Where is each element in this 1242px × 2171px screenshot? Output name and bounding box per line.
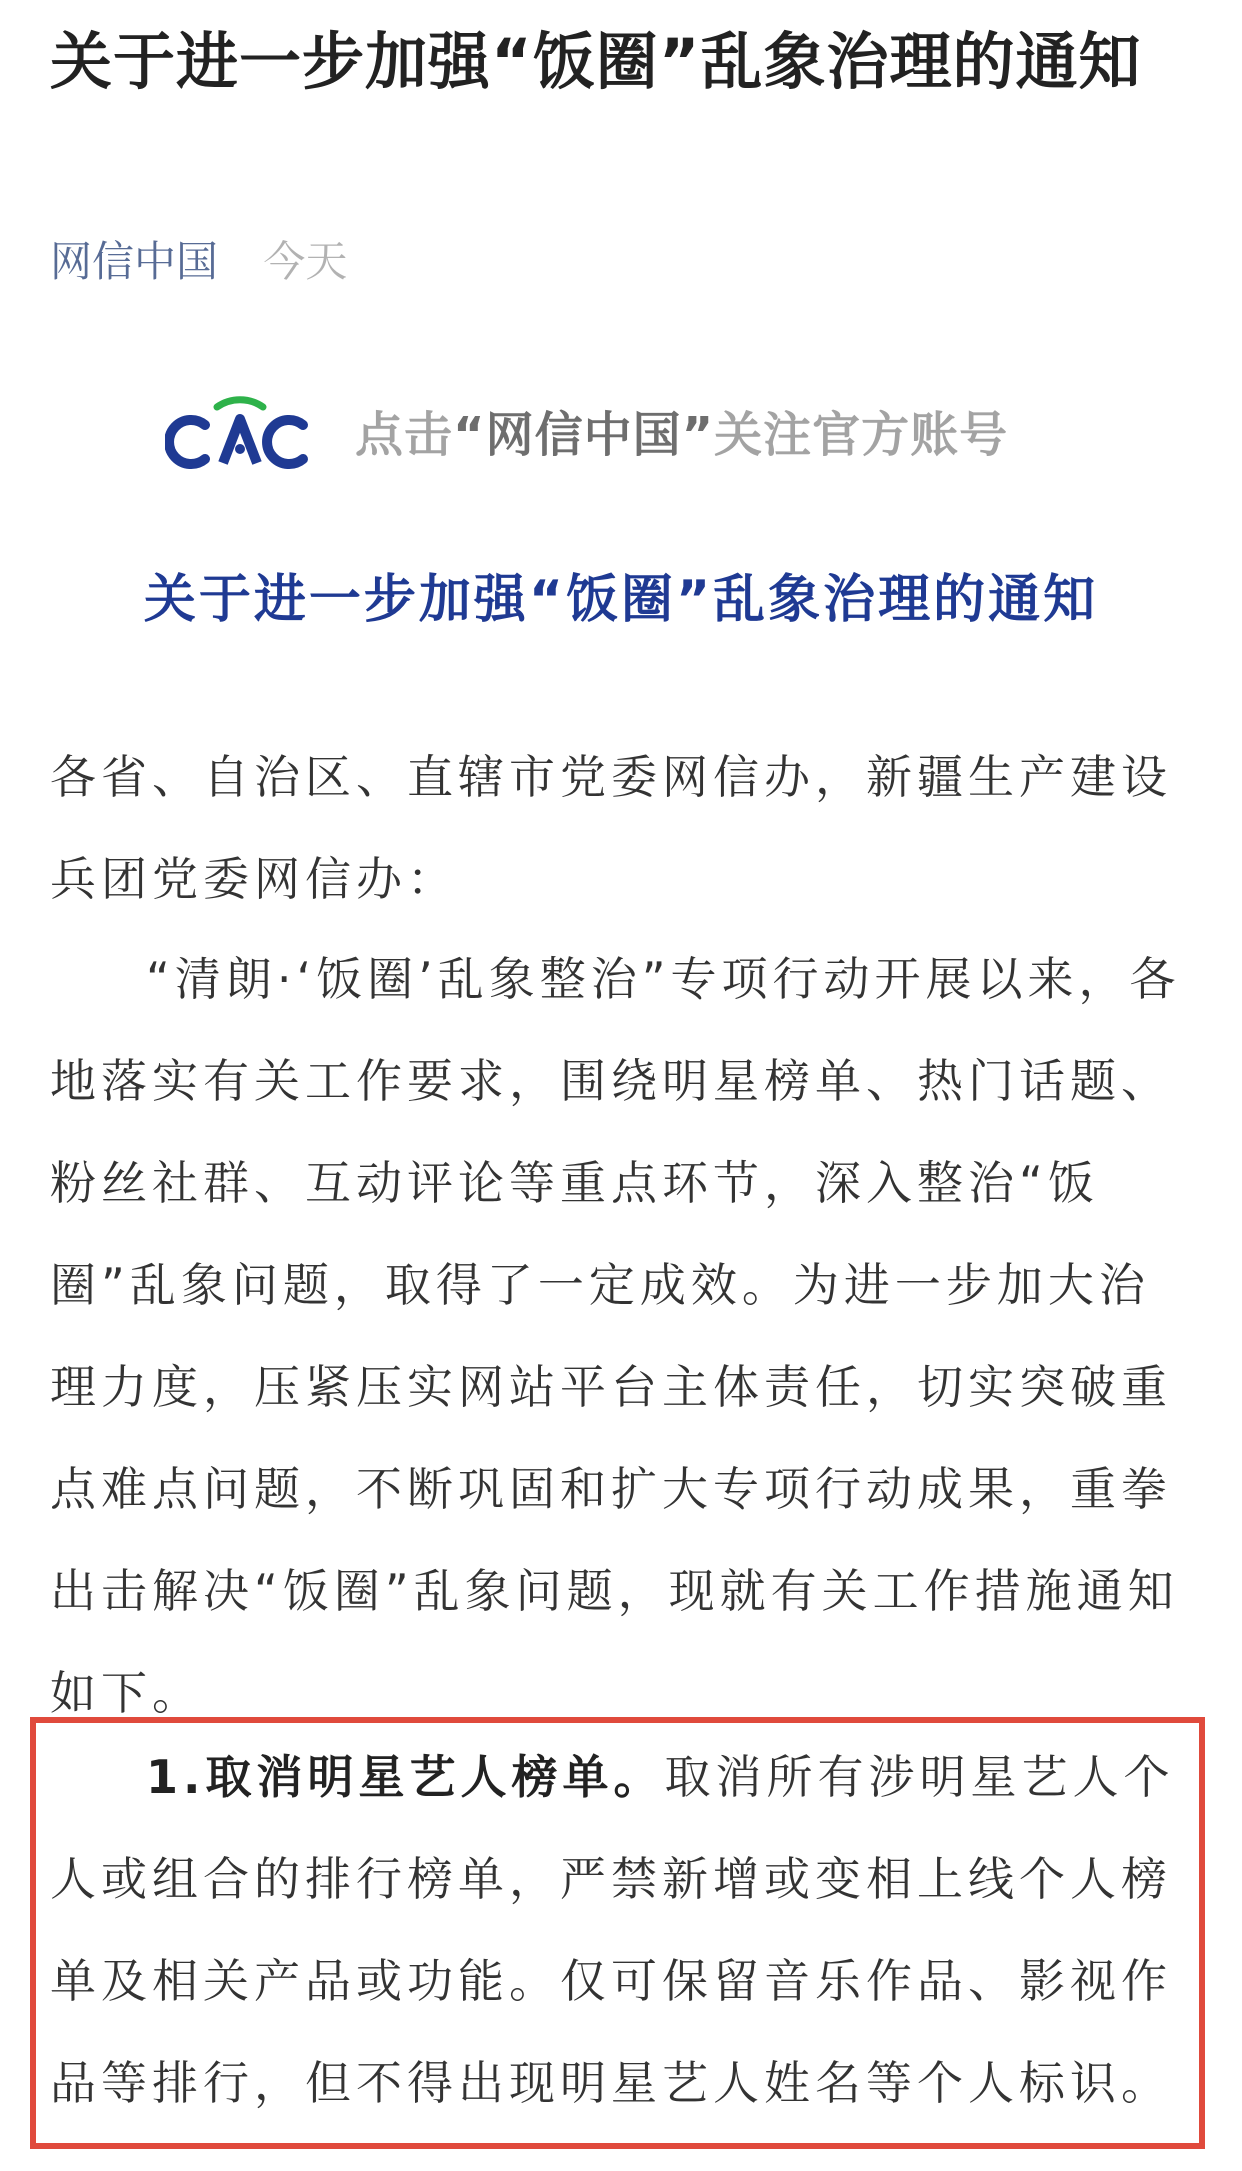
cac-logo bbox=[165, 385, 315, 475]
item-1-heading: 1.取消明星艺人榜单。 bbox=[146, 1750, 665, 1804]
item-1-paragraph bbox=[50, 1726, 1192, 2134]
follow-banner-text bbox=[355, 396, 1008, 465]
publish-date: 今天 bbox=[263, 237, 348, 286]
intro-paragraph: “清朗·‘饭圈’乱象整治”专项行动开展以来，各地落实有关工作要求，围绕明星榜单、热门话题、粉丝社群、互动评论等重点环节，深入整治“饭圈”乱象问题，取得了一定成效。为进一步加大治理力度，压紧压实网站平台主体责任，切实突破重点难点问题，不断巩固和扩大专项行动成果，重拳出击解决“饭圈”乱象问题，现就有关工作措施通知如下。 bbox=[50, 952, 1181, 1720]
banner-text-pre: 点击 bbox=[355, 406, 454, 463]
addressee-paragraph: 各省、自治区、直辖市党委网信办，新疆生产建设兵团党委网信办： bbox=[50, 750, 1172, 906]
banner-text-post: 关注官方账号 bbox=[714, 406, 1009, 463]
notice-title: 关于进一步加强“饭圈”乱象治理的通知 bbox=[143, 570, 1099, 630]
account-name-link[interactable]: 网信中国 bbox=[50, 237, 219, 286]
article-meta bbox=[50, 232, 347, 292]
banner-account-name: “网信中国” bbox=[453, 406, 715, 463]
follow-banner[interactable] bbox=[165, 385, 1008, 475]
article-title: 关于进一步加强“饭圈”乱象治理的通知 bbox=[50, 25, 1142, 98]
item-1-body: 取消所有涉明星艺人个人或组合的排行榜单，严禁新增或变相上线个人榜单及相关产品或功能。仅可保留音乐作品、影视作品等排行，但不得出现明星艺人姓名等个人标识。 bbox=[50, 1750, 1175, 2110]
